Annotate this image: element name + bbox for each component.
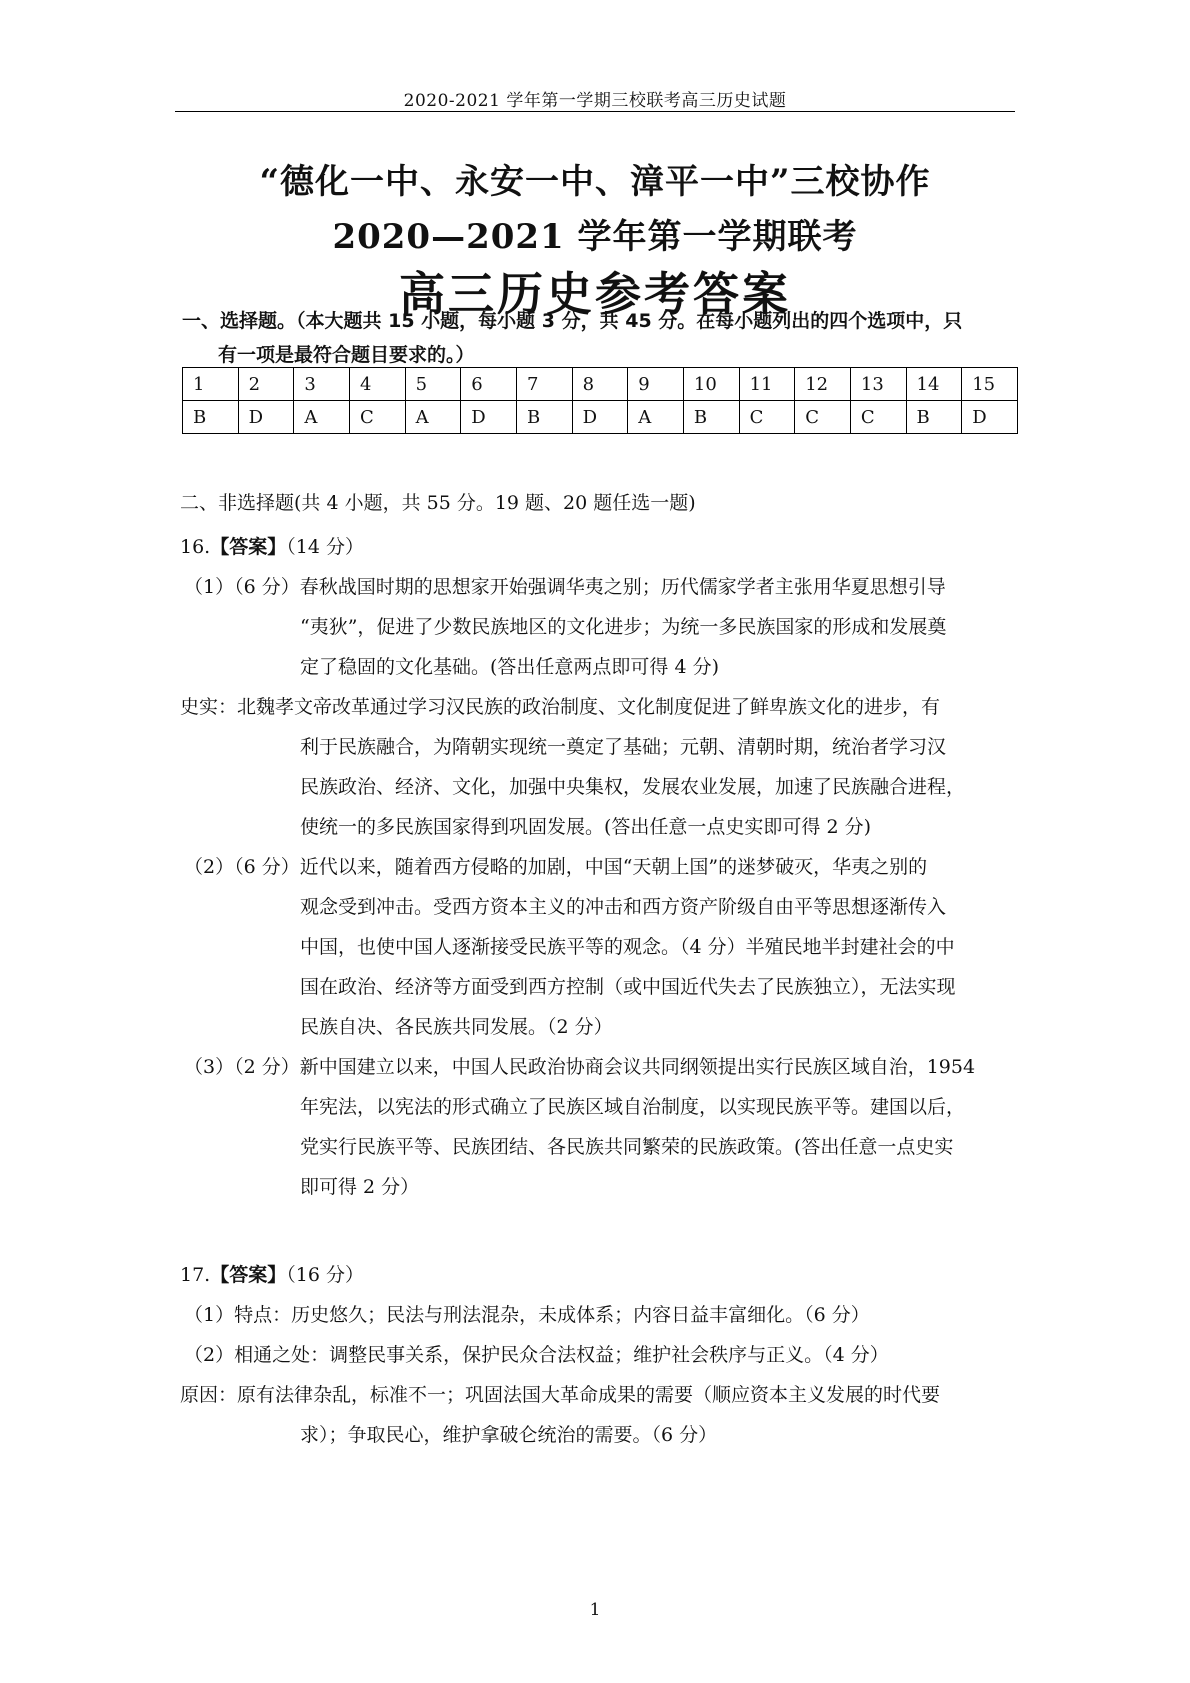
page-title: 高三历史参考答案	[399, 267, 791, 321]
page-number: 1	[589, 1600, 601, 1620]
answer-cell: C	[349, 401, 405, 434]
q16-line: （1）（6 分）春秋战国时期的思想家开始强调华夷之别；历代儒家学者主张用华夏思想引导	[184, 576, 946, 598]
q16-heading	[180, 532, 364, 559]
question-number: 5	[405, 368, 461, 401]
q16-line: “夷狄”，促进了少数民族地区的文化进步；为统一多民族国家的形成和发展奠	[300, 616, 947, 638]
question-number: 8	[572, 368, 628, 401]
section1-heading-cont: 有一项是最符合题目要求的。）	[218, 344, 475, 366]
q17-number: 17.	[180, 1264, 211, 1286]
header-rule	[175, 111, 1015, 112]
answer-cell: D	[238, 401, 294, 434]
answer-cell: D	[461, 401, 517, 434]
answer-cell: A	[405, 401, 461, 434]
q16-line: 民族自决、各民族共同发展。（2 分）	[300, 1016, 613, 1038]
answer-cell: A	[294, 401, 350, 434]
question-number: 7	[516, 368, 572, 401]
question-number: 13	[850, 368, 906, 401]
question-number: 1	[183, 368, 239, 401]
q16-line: （2）（6 分）近代以来，随着西方侵略的加剧，中国“天朝上国”的迷梦破灭，华夷之别的	[184, 856, 928, 878]
q16-line: 利于民族融合，为隋朝实现统一奠定了基础；元朝、清朝时期，统治者学习汉	[300, 736, 947, 758]
q16-line: 民族政治、经济、文化，加强中央集权，发展农业发展，加速了民族融合进程，	[300, 776, 966, 798]
question-number: 11	[739, 368, 795, 401]
question-number: 2	[238, 368, 294, 401]
title-schools: “德化一中、永安一中、漳平一中”三校协作	[259, 162, 931, 202]
question-number: 14	[906, 368, 962, 401]
q17-line: （2）相通之处：调整民事关系，保护民众合法权益；维护社会秩序与正义。（4 分）	[184, 1344, 889, 1366]
question-number: 15	[962, 368, 1018, 401]
answer-cell: C	[850, 401, 906, 434]
section2-heading: 二、非选择题(共 4 小题，共 55 分。19 题、20 题任选一题)	[180, 492, 696, 514]
question-number: 12	[795, 368, 851, 401]
q17-line: （1）特点：历史悠久；民法与刑法混杂，未成体系；内容日益丰富细化。（6 分）	[184, 1304, 870, 1326]
answer-table-answers	[183, 401, 1018, 434]
answer-cell: B	[683, 401, 739, 434]
q17-line: 原因：原有法律杂乱，标准不一；巩固法国大革命成果的需要（顺应资本主义发展的时代要	[180, 1384, 941, 1406]
answer-cell: B	[516, 401, 572, 434]
q16-line: 即可得 2 分）	[300, 1176, 420, 1198]
question-number: 6	[461, 368, 517, 401]
question-number: 9	[628, 368, 684, 401]
q17-heading	[180, 1260, 364, 1287]
q16-score: （14 分）	[286, 536, 364, 558]
q17-score: （16 分）	[286, 1264, 364, 1286]
question-number: 10	[683, 368, 739, 401]
answer-table-numbers	[183, 368, 1018, 401]
answer-cell: B	[183, 401, 239, 434]
q16-line: 中国，也使中国人逐渐接受民族平等的观念。（4 分）半殖民地半封建社会的中	[300, 936, 955, 958]
q16-line: （3）（2 分）新中国建立以来，中国人民政治协商会议共同纲领提出实行民族区域自治，1954	[184, 1056, 976, 1078]
q17-line: 求）；争取民心，维护拿破仑统治的需要。（6 分）	[300, 1424, 718, 1446]
q16-line: 观念受到冲击。受西方资本主义的冲击和西方资产阶级自由平等思想逐渐传入	[300, 896, 947, 918]
q16-line: 使统一的多民族国家得到巩固发展。(答出任意一点史实即可得 2 分)	[300, 816, 871, 838]
section1-heading: 一、选择题。（本大题共 15 小题，每小题 3 分，共 45 分。在每小题列出的四个选项中，只	[182, 310, 963, 332]
q16-line: 史实：北魏孝文帝改革通过学习汉民族的政治制度、文化制度促进了鲜卑族文化的进步，有	[180, 696, 941, 718]
q17-answer-label: 【答案】	[210, 1264, 287, 1286]
q16-line: 国在政治、经济等方面受到西方控制（或中国近代失去了民族独立），无法实现	[300, 976, 956, 998]
answer-cell: D	[962, 401, 1018, 434]
q16-answer-label: 【答案】	[210, 536, 287, 558]
answer-cell: A	[628, 401, 684, 434]
answer-cell: D	[572, 401, 628, 434]
answer-cell: C	[739, 401, 795, 434]
running-header: 2020-2021 学年第一学期三校联考高三历史试题	[403, 91, 787, 111]
question-number: 4	[349, 368, 405, 401]
q16-line: 定了稳固的文化基础。(答出任意两点即可得 4 分)	[300, 656, 719, 678]
answer-cell: C	[795, 401, 851, 434]
q16-line: 党实行民族平等、民族团结、各民族共同繁荣的民族政策。(答出任意一点史实	[300, 1136, 954, 1158]
question-number: 3	[294, 368, 350, 401]
answer-cell: B	[906, 401, 962, 434]
answer-table	[182, 367, 1018, 434]
title-term: 2020—2021 学年第一学期联考	[332, 217, 858, 257]
q16-number: 16.	[180, 536, 211, 558]
q16-line: 年宪法，以宪法的形式确立了民族区域自治制度，以实现民族平等。建国以后，	[300, 1096, 966, 1118]
